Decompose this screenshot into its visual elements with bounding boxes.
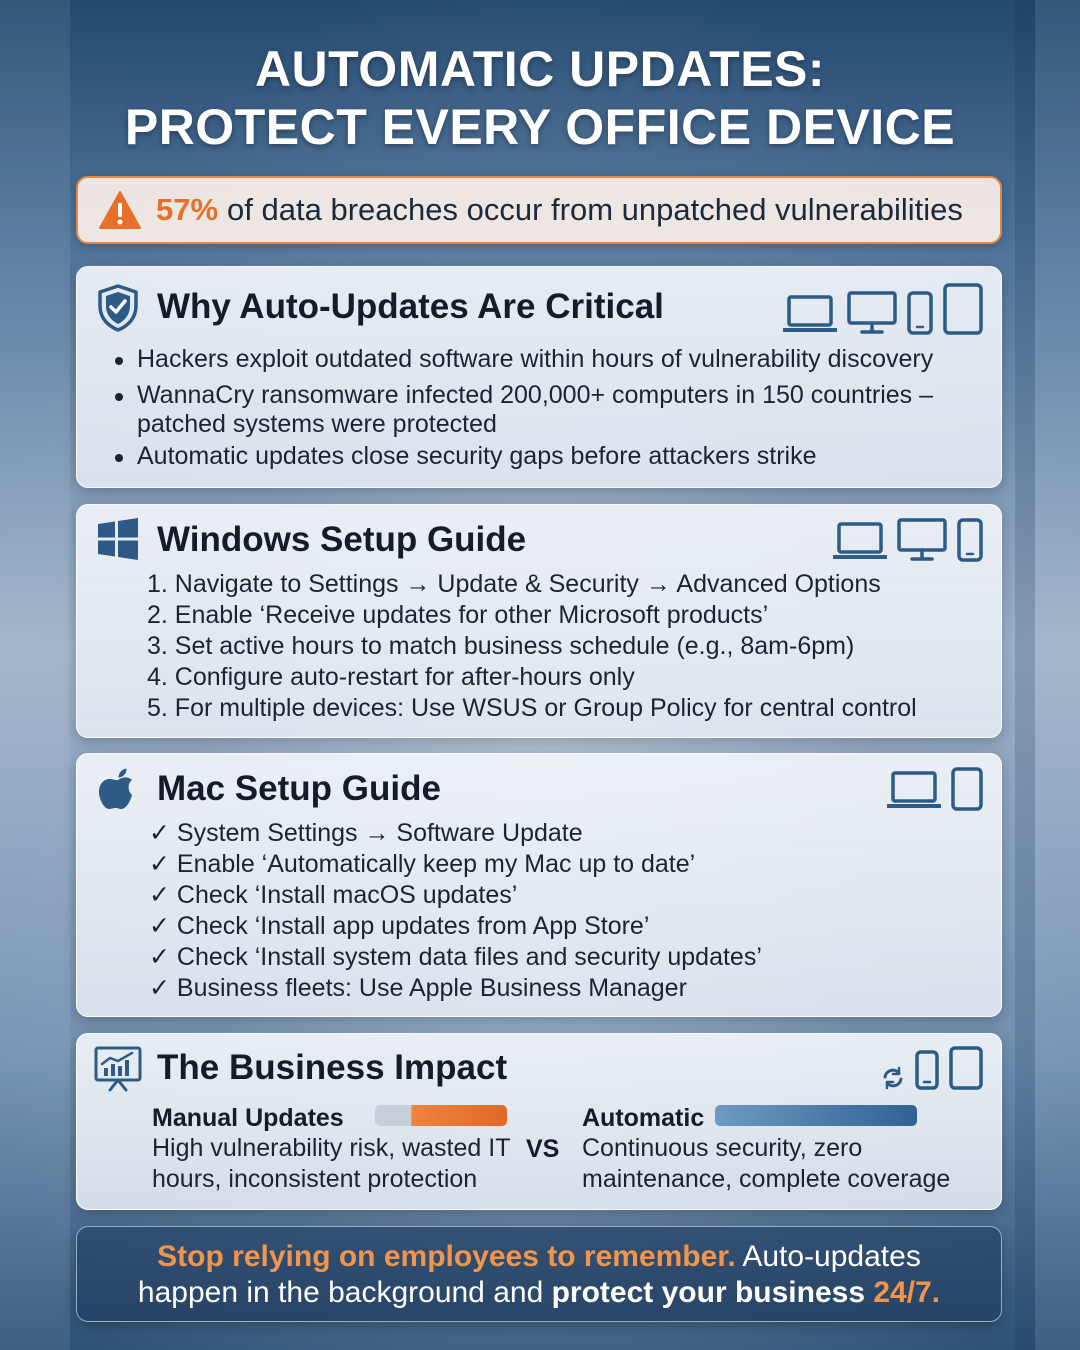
cta-text: happen in the background and bbox=[137, 1276, 552, 1309]
bullet-marker bbox=[115, 454, 123, 462]
setup-step: 5. For multiple devices: Use WSUS or Group Policy for central control bbox=[147, 694, 917, 722]
monitor-icon bbox=[847, 291, 897, 335]
title-line-2: PROTECT EVERY OFFICE DEVICE bbox=[124, 99, 956, 155]
alert-message bbox=[156, 192, 963, 228]
bullet-item: WannaCry ransomware infected 200,000+ computers in 150 countries – bbox=[137, 381, 934, 409]
setup-step: 1. Navigate to Settings → Update & Security → Advanced Options bbox=[147, 570, 881, 598]
manual-updates-label: Manual Updates bbox=[152, 1104, 344, 1132]
sync-icon bbox=[881, 1066, 905, 1090]
bullet-marker bbox=[115, 357, 123, 365]
background-window-panel bbox=[1035, 0, 1080, 1350]
setup-step: 2. Enable ‘Receive updates for other Microsoft products’ bbox=[147, 601, 769, 629]
versus-label: VS bbox=[526, 1135, 560, 1163]
automatic-description: maintenance, complete coverage bbox=[582, 1165, 951, 1193]
automatic-coverage-bar bbox=[715, 1105, 917, 1126]
mac-setup-card bbox=[76, 753, 1002, 1017]
checklist-item: ✓ Check ‘Install app updates from App Store’ bbox=[149, 912, 650, 940]
card-title: Mac Setup Guide bbox=[157, 769, 441, 808]
monitor-icon bbox=[897, 518, 947, 562]
cta-text: Auto-updates bbox=[735, 1240, 921, 1273]
cta-highlight: Stop relying on employees to remember. bbox=[157, 1240, 736, 1273]
card-title: The Business Impact bbox=[157, 1048, 508, 1087]
phone-icon bbox=[957, 518, 983, 562]
tablet-icon bbox=[949, 1046, 983, 1090]
setup-step: 3. Set active hours to match business schedule (e.g., 8am-6pm) bbox=[147, 632, 855, 660]
manual-risk-bar bbox=[375, 1105, 507, 1126]
cta-emphasis: protect your business bbox=[551, 1276, 865, 1309]
bullet-item: Hackers exploit outdated software within hours of vulnerability discovery bbox=[137, 345, 934, 373]
laptop-icon bbox=[833, 520, 887, 562]
manual-description: hours, inconsistent protection bbox=[152, 1165, 478, 1193]
alert-statistic: 57% bbox=[156, 192, 219, 227]
tablet-icon bbox=[951, 767, 983, 811]
shield-check-icon bbox=[97, 284, 139, 332]
card-title: Windows Setup Guide bbox=[157, 520, 527, 559]
apple-logo-icon bbox=[98, 767, 138, 811]
cta-highlight: 24/7. bbox=[865, 1276, 941, 1309]
manual-description: High vulnerability risk, wasted IT bbox=[152, 1134, 511, 1162]
laptop-icon bbox=[887, 769, 941, 811]
warning-icon bbox=[98, 190, 142, 230]
cta-line-2 bbox=[77, 1275, 1001, 1311]
checklist-item: ✓ System Settings → Software Update bbox=[149, 819, 583, 847]
page-title bbox=[0, 40, 1080, 156]
bullet-marker bbox=[115, 393, 123, 401]
automatic-description: Continuous security, zero bbox=[582, 1134, 863, 1162]
chart-presentation-icon bbox=[94, 1046, 142, 1092]
windows-setup-card bbox=[76, 504, 1002, 738]
checklist-item: ✓ Business fleets: Use Apple Business Manager bbox=[149, 974, 687, 1002]
checklist-item: ✓ Enable ‘Automatically keep my Mac up to date’ bbox=[149, 850, 696, 878]
phone-icon bbox=[915, 1050, 939, 1090]
phone-icon bbox=[907, 291, 933, 335]
call-to-action-banner bbox=[76, 1226, 1002, 1322]
bullet-item-continuation: patched systems were protected bbox=[137, 410, 497, 438]
automatic-label: Automatic bbox=[582, 1104, 705, 1132]
cta-line-1 bbox=[77, 1239, 1001, 1275]
title-line-1: AUTOMATIC UPDATES: bbox=[254, 41, 826, 97]
statistic-alert-banner bbox=[76, 176, 1002, 244]
device-icons bbox=[783, 283, 983, 335]
setup-step: 4. Configure auto-restart for after-hours only bbox=[147, 663, 635, 691]
device-icons bbox=[833, 518, 983, 562]
business-impact-card bbox=[76, 1033, 1002, 1210]
device-icons bbox=[881, 1046, 983, 1090]
background-column bbox=[1015, 0, 1035, 1350]
background-window-panel bbox=[0, 0, 70, 1350]
laptop-icon bbox=[783, 293, 837, 335]
checklist-item: ✓ Check ‘Install system data files and security updates’ bbox=[149, 943, 762, 971]
checklist-item: ✓ Check ‘Install macOS updates’ bbox=[149, 881, 518, 909]
alert-text: of data breaches occur from unpatched vulnerabilities bbox=[227, 192, 963, 227]
device-icons bbox=[887, 767, 983, 811]
why-auto-updates-card bbox=[76, 266, 1002, 488]
card-title: Why Auto-Updates Are Critical bbox=[157, 287, 664, 326]
tablet-icon bbox=[943, 283, 983, 335]
bullet-item: Automatic updates close security gaps before attackers strike bbox=[137, 442, 817, 470]
windows-logo-icon bbox=[97, 518, 139, 560]
